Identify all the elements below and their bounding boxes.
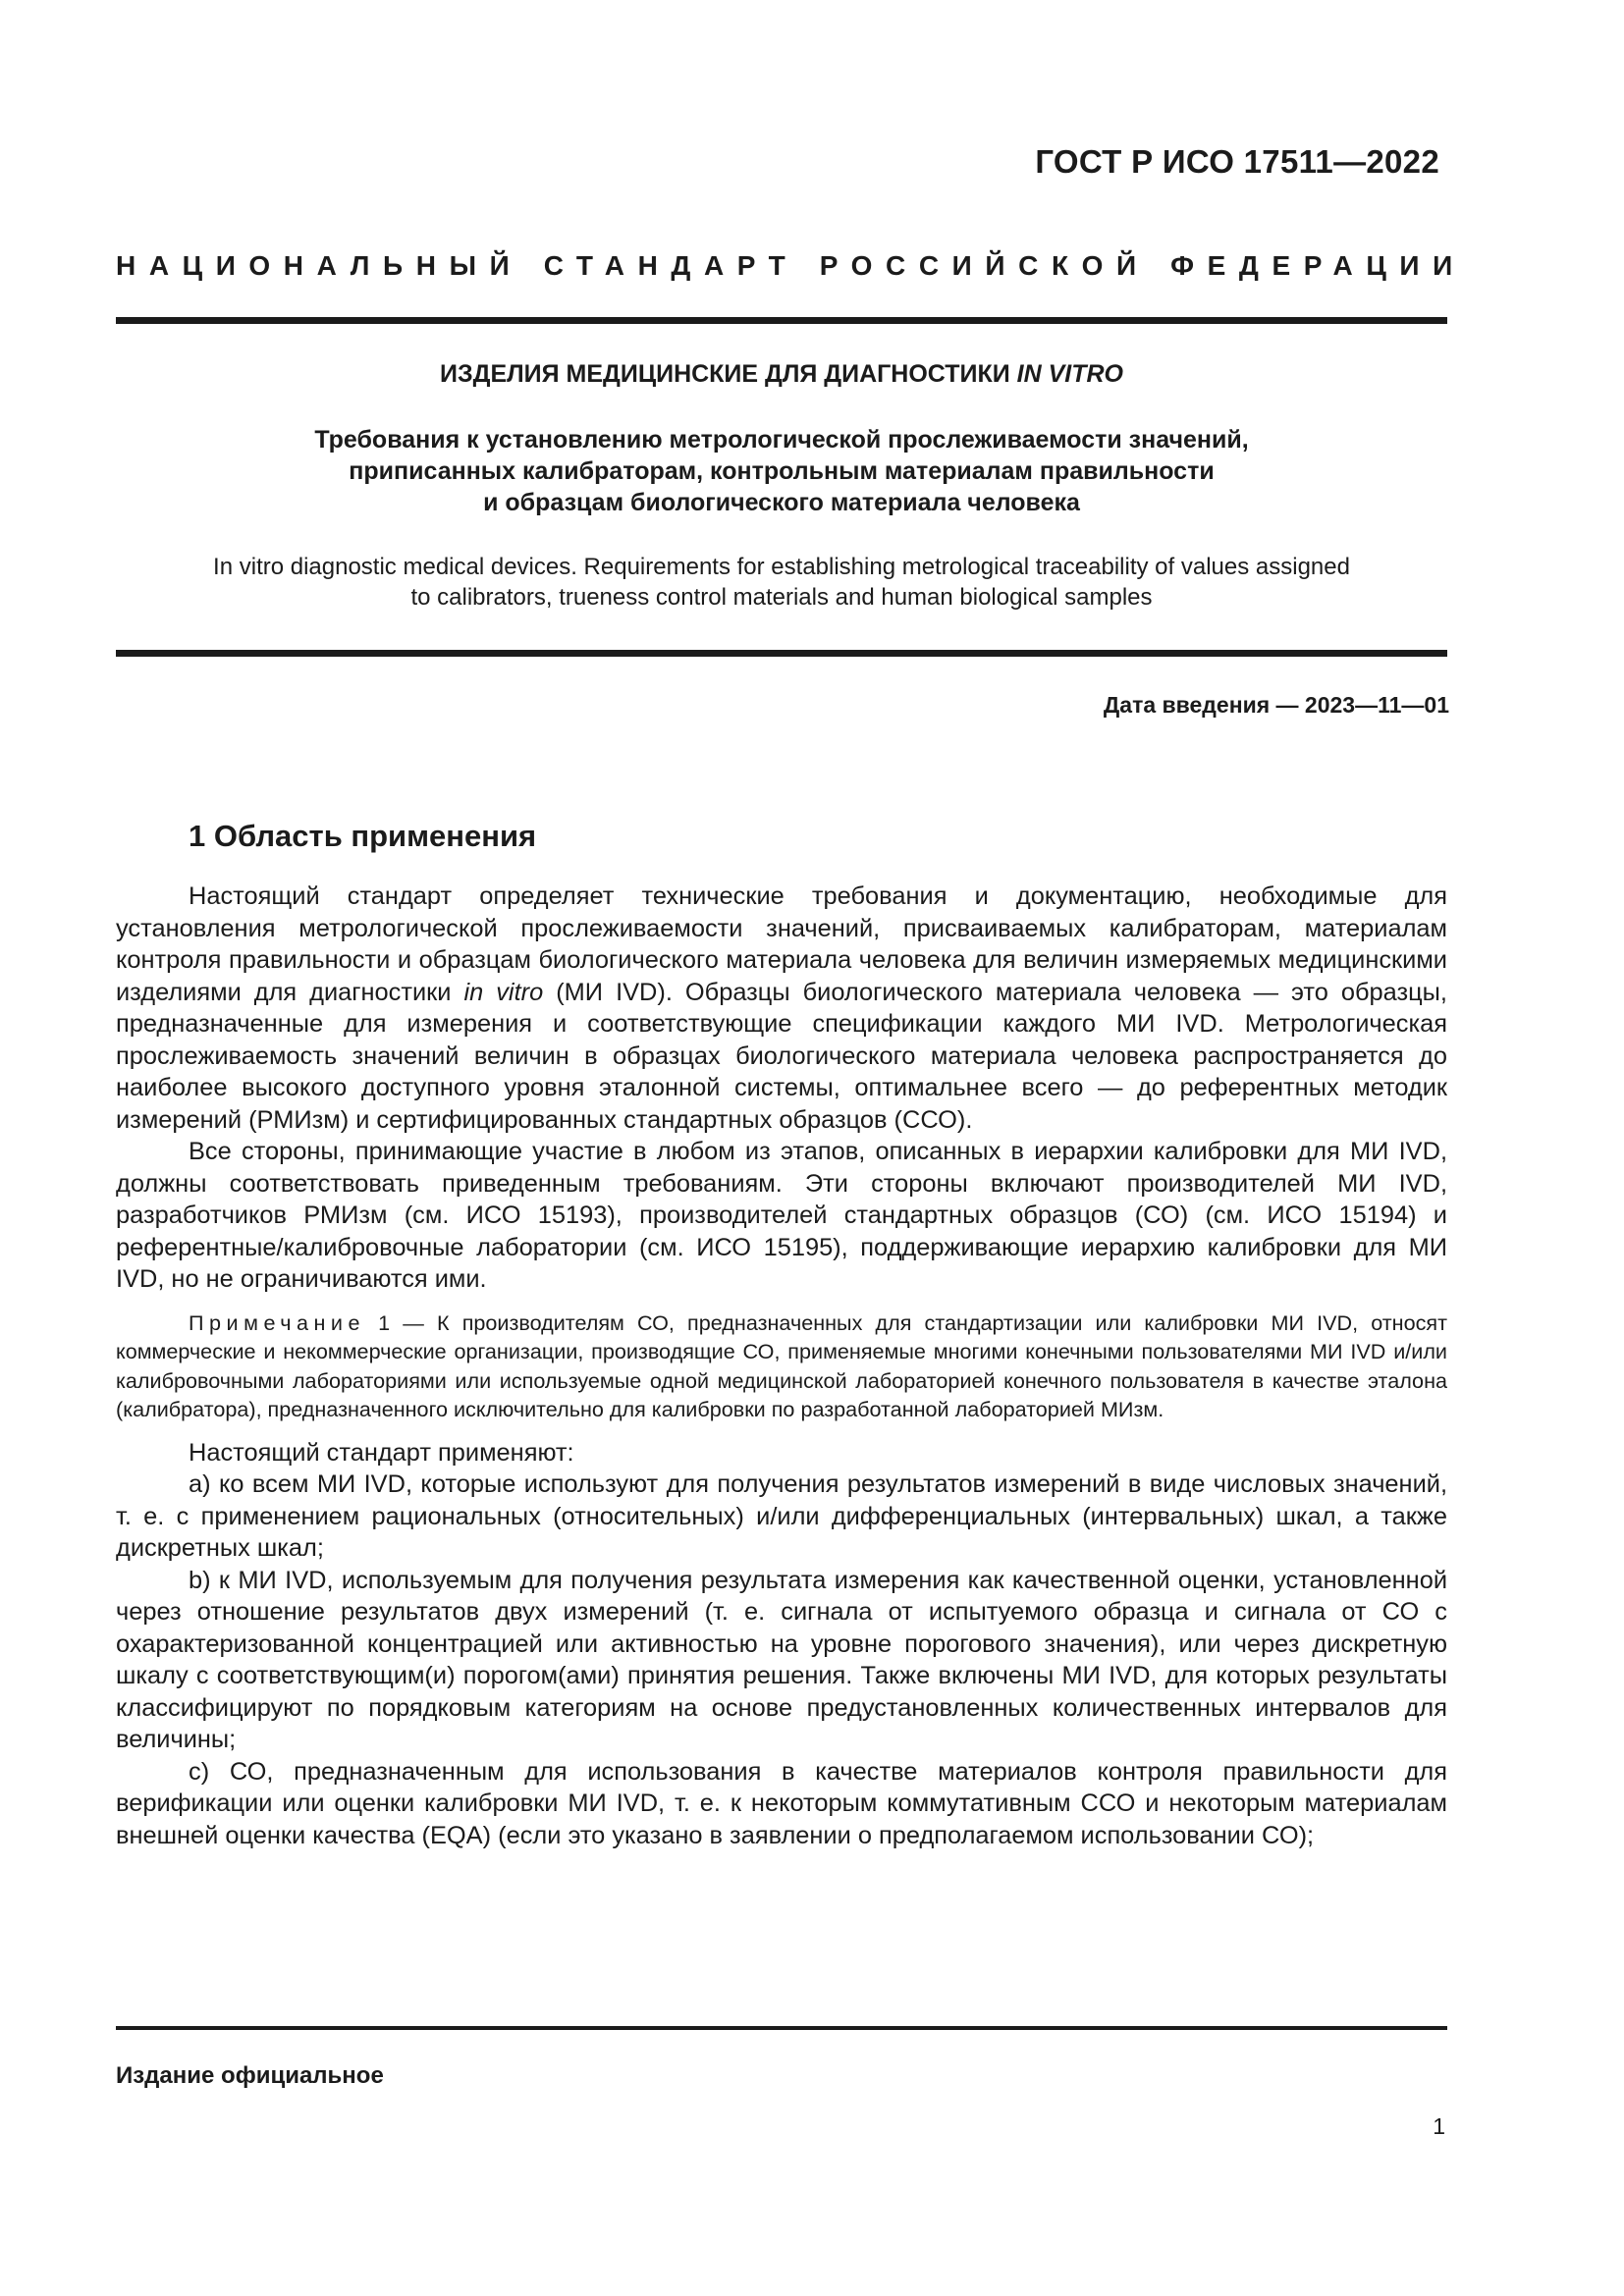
- paragraph-text: (МИ IVD). Образцы биологического материала человека — это образцы, предназначенные для измерения и соответствующие спецификации каждого МИ IVD. Метрологическая прослеживаемость значений величин в образцах биологического материала человека распространяется до наиболее высокого доступного уровня эталонной системы, оптимальнее всего — до референтных методик измерений (РМИзм) и сертифицированных стандартных образцов (ССО).: [116, 978, 1447, 1134]
- section-body: [116, 881, 1447, 1851]
- paragraph-scope: [116, 881, 1447, 1136]
- subtitle-line: Требования к установлению метрологической прослеживаемости значений,: [314, 426, 1249, 454]
- list-item-a: a) ко всем МИ IVD, которые используют для получения результатов измерений в виде числовых значений, т. е. с применением рациональных (относительных) и/или дифференциальных (интервальных) шкал, а также дискретных шкал;: [116, 1470, 1447, 1562]
- document-title-text: ИЗДЕЛИЯ МЕДИЦИНСКИЕ ДЛЯ ДИАГНОСТИКИ: [440, 360, 1017, 388]
- paragraph-italic: in vitro: [463, 978, 544, 1006]
- introduction-date: Дата введения — 2023—11—01: [1103, 692, 1449, 718]
- note-text: 1 — К производителям СО, предназначенных для стандартизации или калибровки МИ IVD, относят коммерческие и некоммерческие организации, производящие СО, применяемые многими конечными пользователями МИ IVD и/или калибровочными лабораториями или используемые одной медицинской лабораторией конечного пользователя в качестве эталона (калибратора), предназначенного исключительно для калибровки по разработанной лабораторией МИзм.: [116, 1309, 1447, 1421]
- standard-number: ГОСТ Р ИСО 17511—2022: [1035, 143, 1439, 180]
- note-1: [116, 1308, 1447, 1424]
- national-standard-heading: НАЦИОНАЛЬНЫЙ СТАНДАРТ РОССИЙСКОЙ ФЕДЕРАЦИИ: [116, 250, 1466, 281]
- note-label: Примечание: [189, 1309, 365, 1335]
- title-divider: [116, 650, 1447, 657]
- list-item-b: b) к МИ IVD, используемым для получения результата измерения как качественной оценки, установленной через отношение результатов двух измерений (т. е. сигнала от испытуемого образца и сигнала от СО с охарактеризованной концентрацией или активностью на уровне порогового значения), или через дискретную шкалу с соответствующим(и) порогом(ами) принятия решения. Также включены МИ IVD, для которых результаты классифицируют по порядковым категориям на основе предустановленных количественных интервалов для величины;: [116, 1566, 1447, 1753]
- top-divider: [116, 317, 1447, 324]
- english-title: [116, 552, 1447, 613]
- list-item-c: c) СО, предназначенным для использования в качестве материалов контроля правильности для верификации или оценки калибровки МИ IVD, т. е. к некоторым коммутативным ССО и некоторым материалам внешней оценки качества (EQA) (если это указано в заявлении о предполагаемом использовании СО);: [116, 1757, 1447, 1849]
- english-title-line: to calibrators, trueness control materials and human biological samples: [410, 584, 1153, 611]
- paragraph-applies: Настоящий стандарт применяют:: [189, 1438, 574, 1467]
- english-title-line: In vitro diagnostic medical devices. Requirements for establishing metrological traceability of values assigned: [213, 554, 1350, 580]
- official-edition-label: Издание официальное: [116, 2062, 384, 2089]
- document-title: [116, 360, 1447, 389]
- page-number: 1: [1433, 2113, 1445, 2139]
- section-title: 1 Область применения: [189, 819, 537, 853]
- paragraph-parties: Все стороны, принимающие участие в любом из этапов, описанных в иерархии калибровки для МИ IVD, должны соответствовать приведенным требованиям. Эти стороны включают производителей МИ IVD, разработчиков РМИзм (см. ИСО 15193), производителей стандартных образцов (СО) (см. ИСО 15194) и референтные/калибровочные лаборатории (см. ИСО 15195), поддерживающие иерархию калибровки для МИ IVD, но не ограничиваются ими.: [116, 1138, 1447, 1293]
- paragraph-text: Настоящий стандарт определяет технические требования и документацию, необходимые для установления метрологической прослеживаемости значений, присваиваемых калибраторам, материалам контроля правильности и образцам биологического материала человека для величин измеряемых медицинскими изделиями для диагностики: [116, 882, 1447, 1006]
- footer-divider: [116, 2026, 1447, 2030]
- subtitle-line: и образцам биологического материала человека: [483, 489, 1080, 516]
- subtitle-line: приписанных калибраторам, контрольным материалам правильности: [349, 457, 1215, 485]
- document-subtitle: [116, 424, 1447, 518]
- document-title-italic: IN VITRO: [1016, 360, 1123, 388]
